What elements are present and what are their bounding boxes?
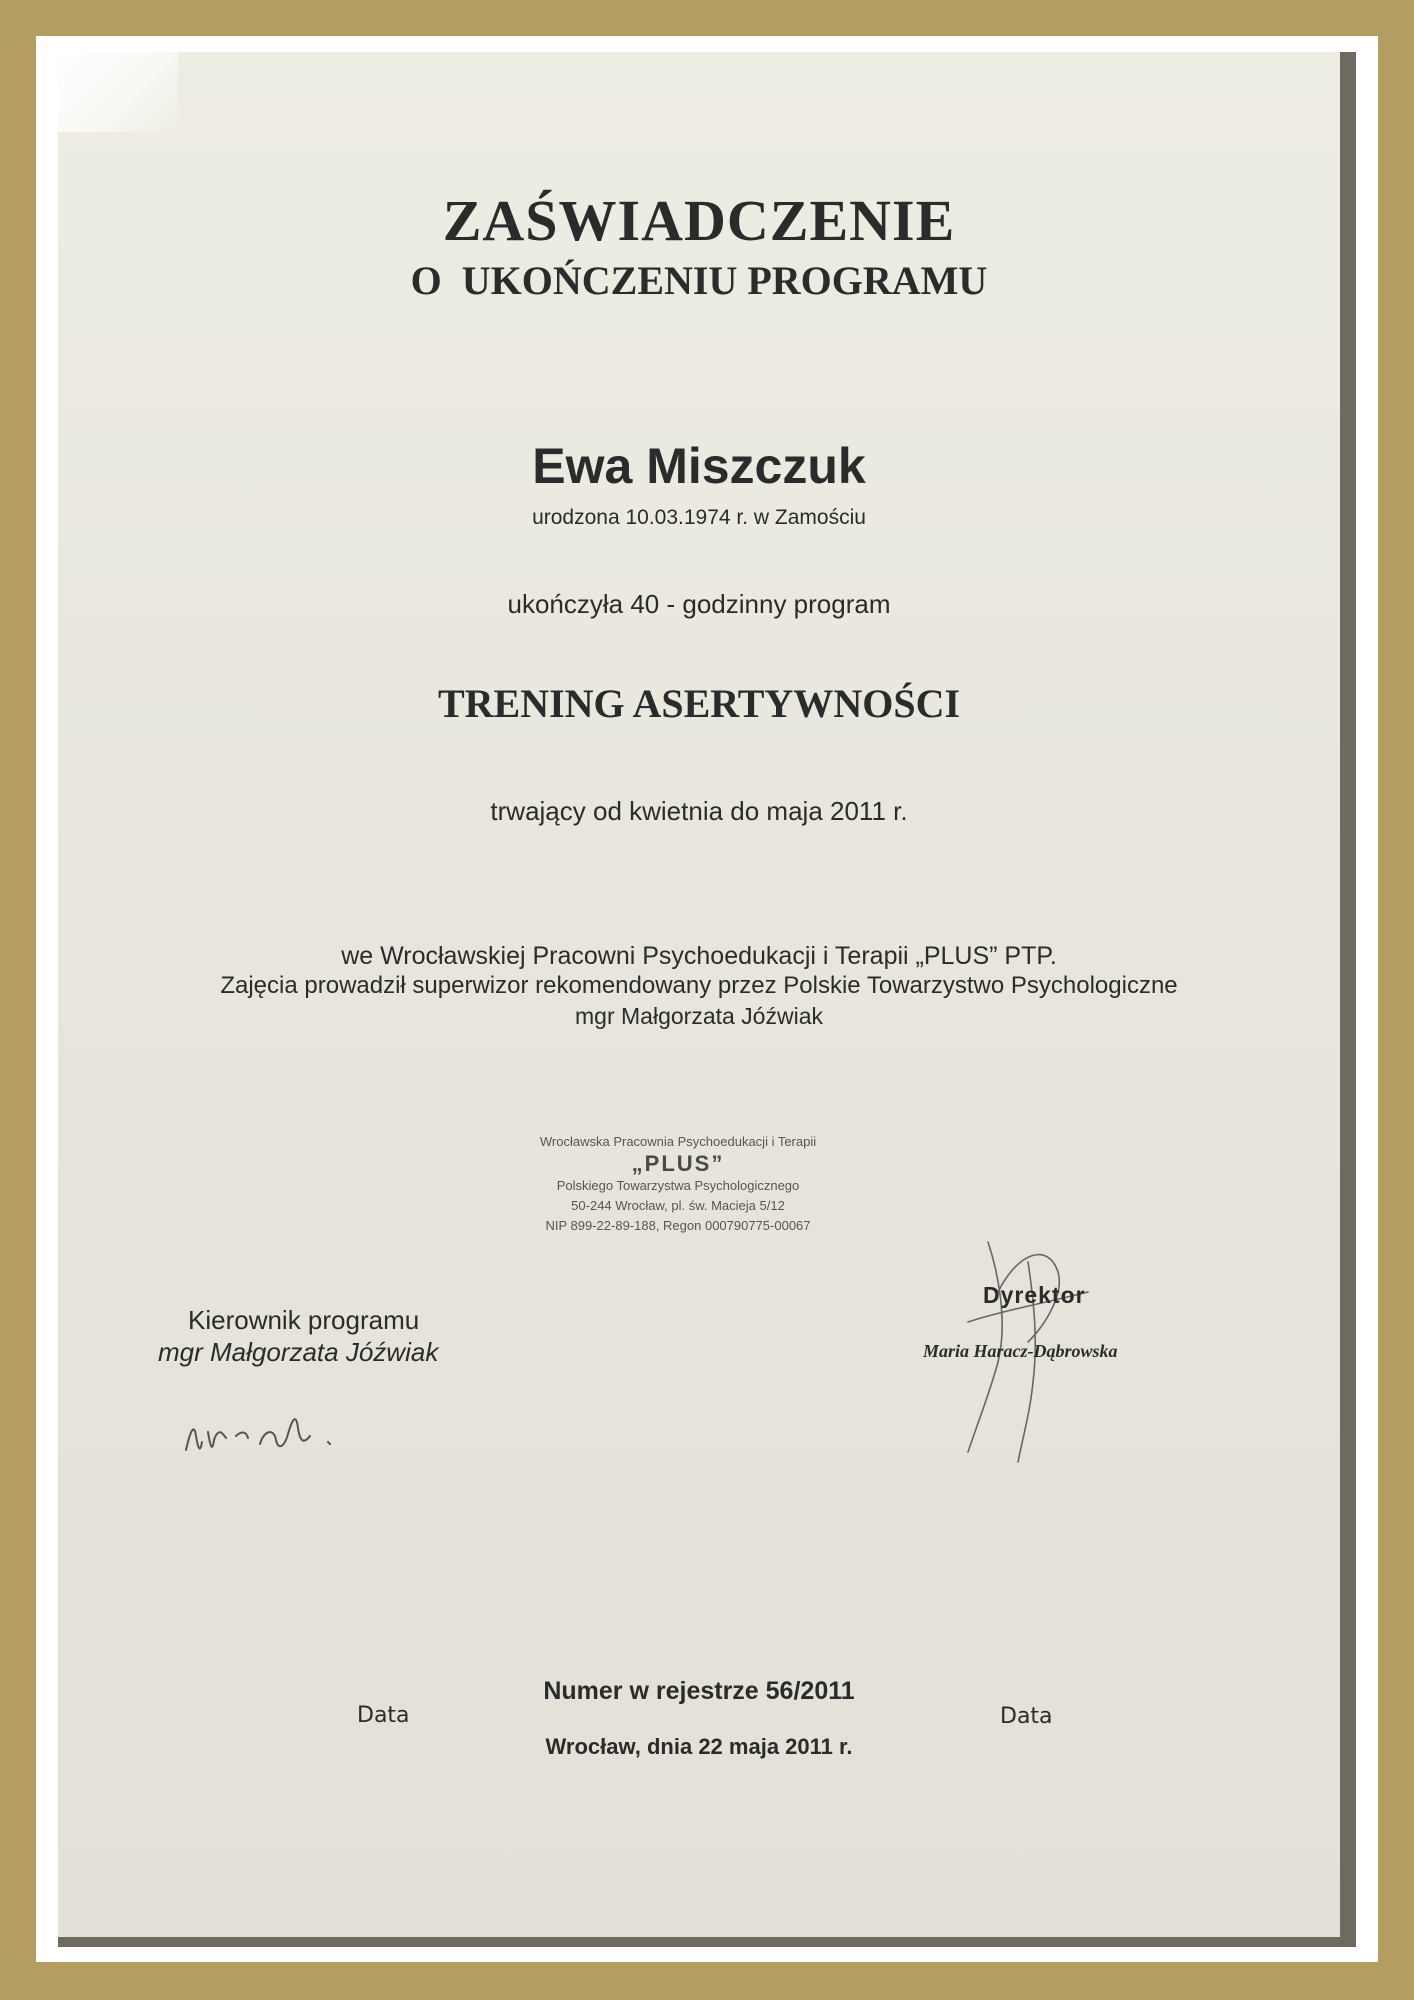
picture-frame (58, 52, 1356, 1947)
duration-text: trwający od kwietnia do maja 2011 r. (490, 796, 908, 826)
left-handwritten-signature (178, 1392, 418, 1472)
birth-info: urodzona 10.03.1974 r. w Zamościu (532, 506, 866, 529)
stamp-line-5: NIP 899-22-89-188, Regon 000790775-00067 (545, 1218, 811, 1233)
institution-line-2: Zajęcia prowadził superwizor rekomendowany przez Polskie Towarzystwo Psychologiczne (220, 972, 1178, 999)
recipient-name: Ewa Miszczuk (532, 438, 866, 494)
register-number: Numer w rejestrze 56/2011 (543, 1677, 855, 1705)
stamp-line-1: Wrocławska Pracownia Psychoedukacji i Terapii (539, 1134, 817, 1149)
left-signature-role: Kierownik programu (188, 1305, 420, 1335)
institution-stamp (518, 1132, 838, 1236)
right-signature-role: Dyrektor (983, 1282, 1086, 1308)
certificate-paper (58, 52, 1340, 1937)
certificate-subtitle: O UKOŃCZENIU PROGRAMU (410, 258, 988, 303)
completed-text: ukończyła 40 - godzinny program (507, 589, 891, 619)
stamp-line-2: „PLUS” (631, 1151, 725, 1176)
place-and-date: Wrocław, dnia 22 maja 2011 r. (545, 1734, 853, 1759)
date-label-left: Data (357, 1703, 410, 1728)
right-signature-name: Maria Haracz-Dąbrowska (923, 1341, 1118, 1361)
program-title: TRENING ASERTYWNOŚCI (437, 681, 961, 726)
left-signature-name: mgr Małgorzata Jóźwiak (158, 1337, 439, 1367)
stamp-line-3: Polskiego Towarzystwa Psychologicznego (556, 1178, 800, 1193)
institution-line-3: mgr Małgorzata Jóźwiak (575, 1003, 823, 1029)
certificate-title: ZAŚWIADCZENIE (442, 188, 956, 253)
date-label-right: Data (1000, 1704, 1053, 1729)
stamp-line-4: 50-244 Wrocław, pl. św. Macieja 5/12 (571, 1198, 785, 1213)
institution-line-1: we Wrocławskiej Pracowni Psychoedukacji i Terapii „PLUS” PTP. (341, 942, 1057, 970)
light-glare (58, 52, 178, 132)
